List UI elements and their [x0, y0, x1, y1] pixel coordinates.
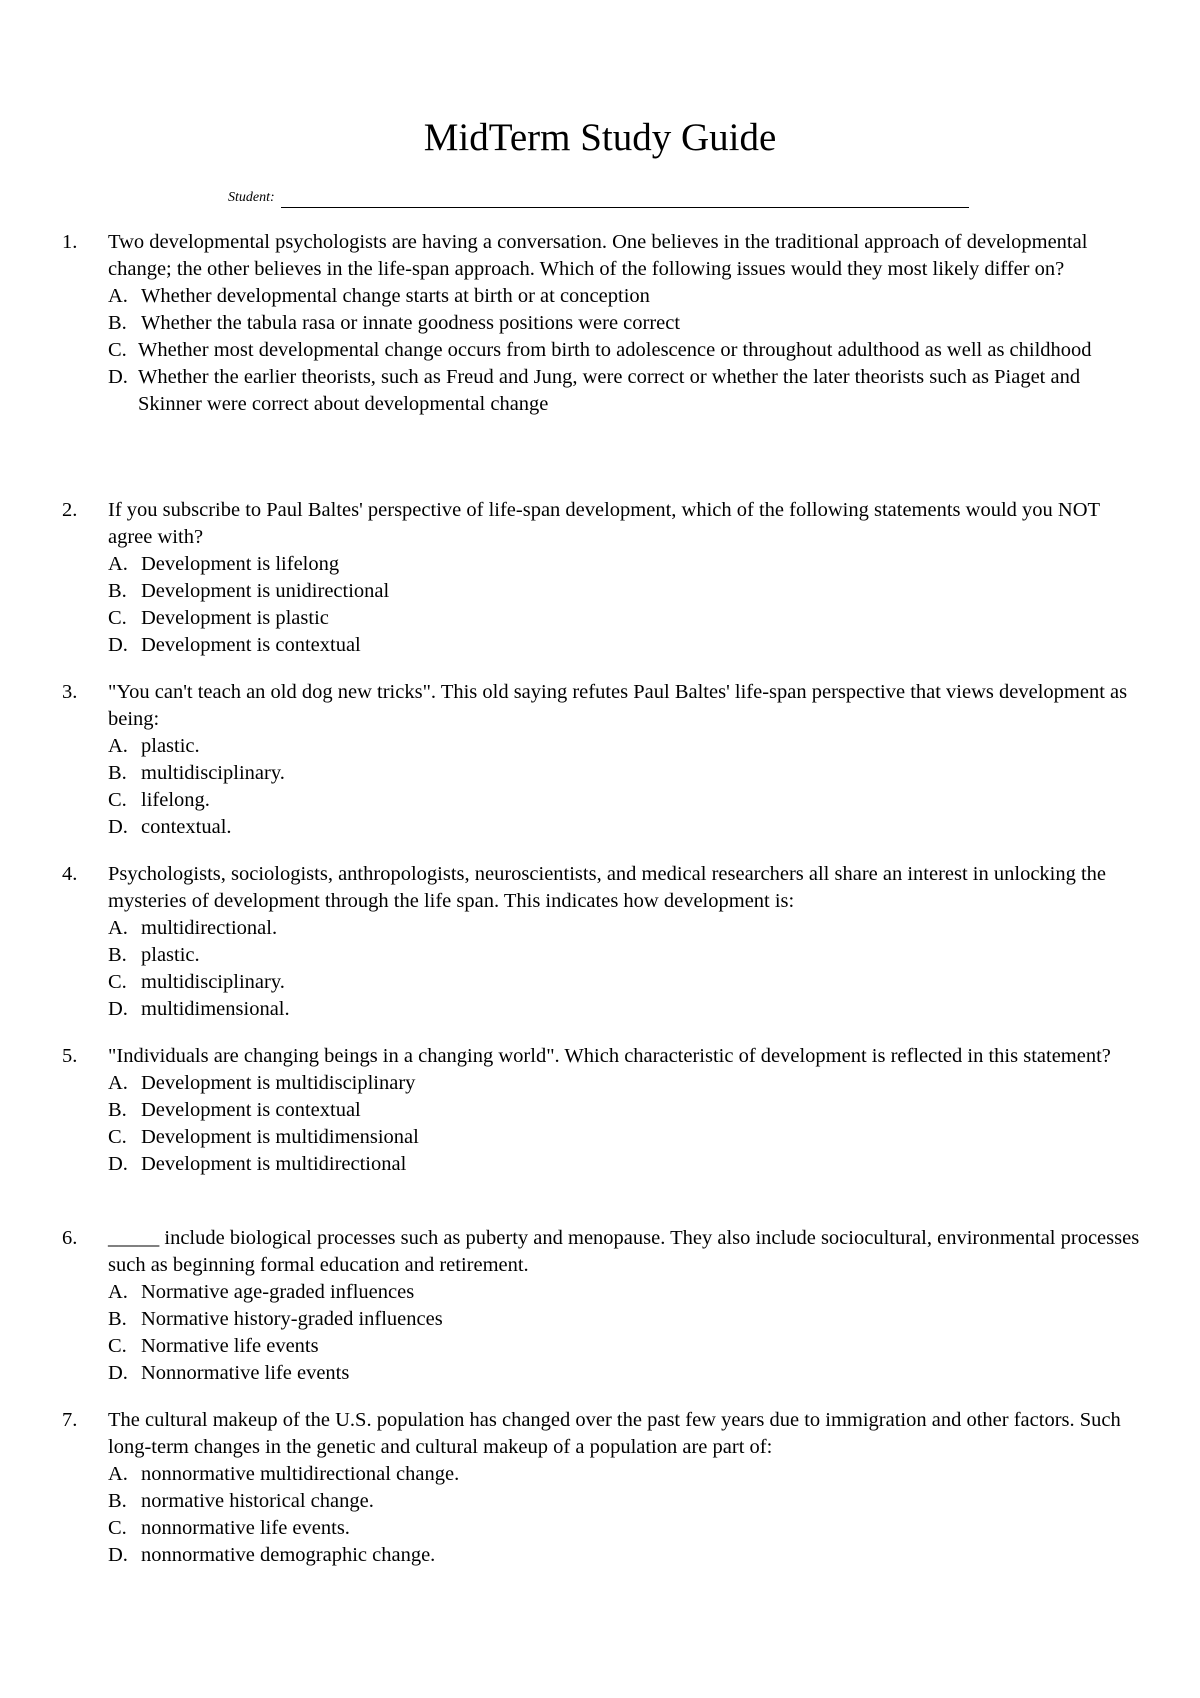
option-text: Whether the earlier theorists, such as Freud and Jung, were correct or whether the later theorists such as Piaget and Skinner were correct about developmental change: [138, 366, 1081, 415]
answer-option-c: [108, 605, 1147, 632]
answer-option-b: [108, 942, 1147, 969]
answer-option-c: [108, 1124, 1147, 1151]
answer-option-d: [108, 1151, 1147, 1178]
answer-option-c: [108, 969, 1147, 996]
question-2: [62, 497, 1147, 659]
option-letter: C.: [108, 607, 127, 629]
answer-option-b: [108, 578, 1147, 605]
option-text: Whether developmental change starts at birth or at conception: [141, 285, 650, 307]
answer-option-b: [108, 1306, 1147, 1333]
option-text: Development is lifelong: [141, 553, 340, 575]
option-text: Normative history-graded influences: [141, 1308, 443, 1330]
option-text: plastic.: [141, 735, 200, 757]
question-stem: "You can't teach an old dog new tricks". This old saying refutes Paul Baltes' life-span perspective that views development as being:: [108, 681, 1128, 730]
question-stem: The cultural makeup of the U.S. population has changed over the past few years due to immigration and other factors. Such long-term changes in the genetic and cultural makeup of a population are part of:: [108, 1409, 1121, 1458]
answer-option-d: [108, 814, 1147, 841]
option-letter: B.: [108, 762, 127, 784]
answer-option-a: [108, 283, 1147, 310]
question-5: [62, 1043, 1147, 1178]
option-text: multidimensional.: [141, 998, 290, 1020]
question-stem: Two developmental psychologists are having a conversation. One believes in the traditional approach of developmental change; the other believes in the life-span approach. Which of the following issues would they most likely differ on?: [108, 231, 1088, 280]
option-text: lifelong.: [141, 789, 210, 811]
answer-option-a: [108, 733, 1147, 760]
question-stem: Psychologists, sociologists, anthropologists, neuroscientists, and medical researchers all share an interest in unlocking the mysteries of development through the life span. This indicates how development is:: [108, 863, 1107, 912]
option-letter: D.: [108, 1362, 128, 1384]
question-number: 1.: [62, 231, 78, 253]
option-text: Whether the tabula rasa or innate goodness positions were correct: [141, 312, 681, 334]
option-letter: D.: [108, 998, 128, 1020]
question-stem: If you subscribe to Paul Baltes' perspective of life-span development, which of the following statements would you NOT agree with?: [108, 499, 1100, 548]
option-letter: D.: [108, 816, 128, 838]
option-text: Whether most developmental change occurs from birth to adolescence or throughout adulthood as well as childhood: [138, 339, 1092, 361]
student-name-blank: [281, 193, 969, 208]
question-6: [62, 1225, 1147, 1387]
option-text: Development is contextual: [141, 634, 361, 656]
answer-option-b: [108, 1097, 1147, 1124]
question-number: 4.: [62, 863, 78, 885]
option-text: Development is multidimensional: [141, 1126, 419, 1148]
answer-option-d: [108, 996, 1147, 1023]
student-name-line: [228, 188, 969, 208]
option-letter: A.: [108, 1281, 128, 1303]
option-text: Nonnormative life events: [141, 1362, 350, 1384]
option-text: plastic.: [141, 944, 200, 966]
option-letter: A.: [108, 1463, 128, 1485]
answer-option-c: [108, 787, 1147, 814]
option-letter: B.: [108, 1490, 127, 1512]
option-letter: C.: [108, 339, 127, 361]
option-text: contextual.: [141, 816, 232, 838]
answer-option-d: [108, 632, 1147, 659]
option-letter: A.: [108, 1072, 128, 1094]
option-letter: D.: [108, 1544, 128, 1566]
answer-option-b: [108, 310, 1147, 337]
option-letter: A.: [108, 553, 128, 575]
option-letter: A.: [108, 285, 128, 307]
option-letter: B.: [108, 1099, 127, 1121]
option-letter: B.: [108, 580, 127, 602]
option-text: nonnormative demographic change.: [141, 1544, 436, 1566]
option-letter: D.: [108, 1153, 128, 1175]
option-text: Normative life events: [141, 1335, 319, 1357]
page-title: MidTerm Study Guide: [423, 116, 777, 159]
answer-option-c: [108, 337, 1147, 364]
student-label: Student:: [228, 190, 275, 205]
option-text: Development is plastic: [141, 607, 329, 629]
question-stem: _____ include biological processes such as puberty and menopause. They also include sociocultural, environmental processes such as beginning formal education and retirement.: [108, 1227, 1140, 1276]
question-number: 5.: [62, 1045, 78, 1067]
option-letter: C.: [108, 1335, 127, 1357]
option-text: Development is contextual: [141, 1099, 361, 1121]
answer-option-b: [108, 1488, 1147, 1515]
option-letter: D.: [108, 634, 128, 656]
option-text: nonnormative multidirectional change.: [141, 1463, 460, 1485]
option-text: Normative age-graded influences: [141, 1281, 415, 1303]
question-stem: "Individuals are changing beings in a changing world". Which characteristic of development is reflected in this statement?: [108, 1045, 1111, 1067]
option-letter: C.: [108, 1126, 127, 1148]
option-letter: C.: [108, 971, 127, 993]
option-letter: B.: [108, 312, 127, 334]
option-letter: D.: [108, 366, 128, 388]
option-letter: A.: [108, 735, 128, 757]
answer-option-d: [108, 1542, 1147, 1569]
option-text: normative historical change.: [141, 1490, 374, 1512]
option-letter: C.: [108, 1517, 127, 1539]
option-text: nonnormative life events.: [141, 1517, 350, 1539]
answer-option-a: [108, 1279, 1147, 1306]
option-letter: C.: [108, 789, 127, 811]
option-letter: A.: [108, 917, 128, 939]
answer-option-a: [108, 1070, 1147, 1097]
answer-option-c: [108, 1333, 1147, 1360]
question-number: 2.: [62, 499, 78, 521]
question-number: 3.: [62, 681, 78, 703]
option-text: Development is multidisciplinary: [141, 1072, 416, 1094]
question-1: [62, 229, 1147, 418]
option-text: multidirectional.: [141, 917, 278, 939]
option-letter: B.: [108, 944, 127, 966]
answer-option-a: [108, 915, 1147, 942]
question-number: 7.: [62, 1409, 78, 1431]
answer-option-a: [108, 1461, 1147, 1488]
option-text: multidisciplinary.: [141, 971, 285, 993]
answer-option-c: [108, 1515, 1147, 1542]
option-text: Development is unidirectional: [141, 580, 390, 602]
answer-option-a: [108, 551, 1147, 578]
question-4: [62, 861, 1147, 1023]
option-text: Development is multidirectional: [141, 1153, 407, 1175]
question-7: [62, 1407, 1147, 1569]
question-number: 6.: [62, 1227, 78, 1249]
answer-option-d: [108, 364, 1147, 418]
question-3: [62, 679, 1147, 841]
answer-option-d: [108, 1360, 1147, 1387]
option-text: multidisciplinary.: [141, 762, 285, 784]
answer-option-b: [108, 760, 1147, 787]
option-letter: B.: [108, 1308, 127, 1330]
